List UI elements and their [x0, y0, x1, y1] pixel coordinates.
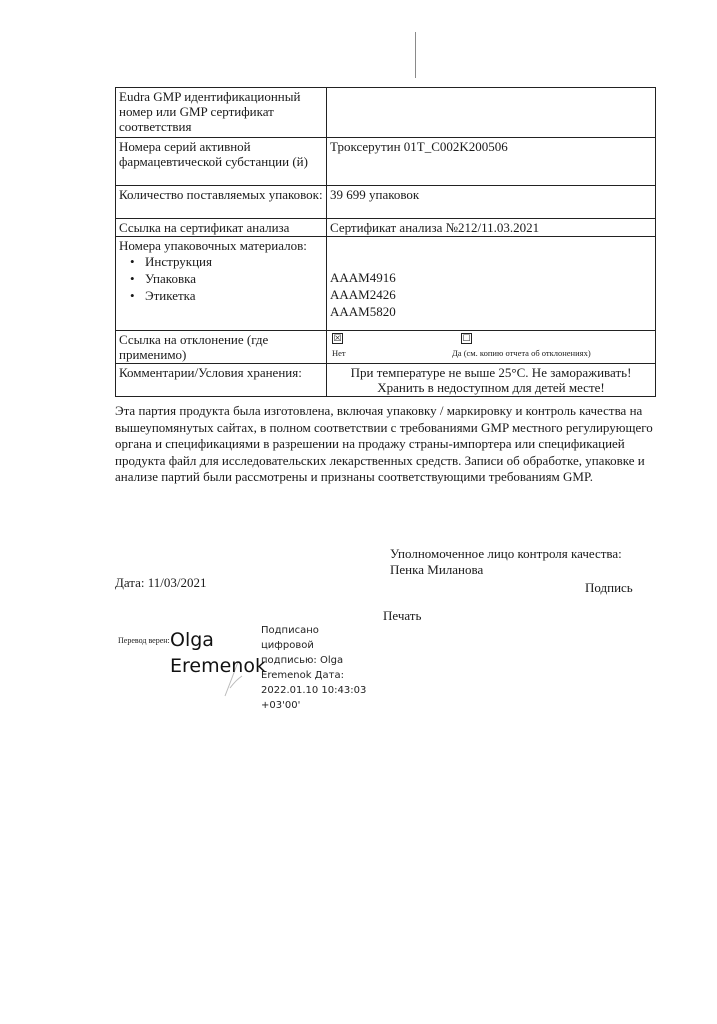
- material-code: AAAM2426: [330, 287, 396, 302]
- row-label: Номера серий активной фармацевтической субстанции (й): [116, 138, 327, 186]
- row-value: Сертификат анализа №212/11.03.2021: [327, 219, 656, 237]
- document-date: Дата: 11/03/2021: [115, 575, 207, 590]
- row-label: Количество поставляемых упаковок:: [116, 186, 327, 219]
- digital-signature-name: Olga Eremenok: [170, 629, 266, 677]
- row-label: Eudra GMP идентификационный номер или GMP сертификат соответствия: [116, 88, 327, 138]
- row-label: Ссылка на сертификат анализа: [116, 219, 327, 237]
- yes-checkbox[interactable]: ☐: [462, 333, 471, 343]
- materials-label-cell: [116, 237, 327, 331]
- qualified-person-role: Уполномоченное лицо контроля качества:: [390, 546, 622, 561]
- comments-label: Комментарии/Условия хранения:: [116, 364, 327, 397]
- list-item: • Этикетка: [119, 288, 323, 305]
- materials-list: [119, 254, 323, 305]
- table-row: [116, 219, 656, 237]
- table-row: [116, 186, 656, 219]
- no-checkbox[interactable]: ☒: [333, 333, 342, 343]
- scan-line-mark: [415, 32, 416, 78]
- yes-option-label: Да (см. копию отчета об отклонениях): [452, 348, 591, 358]
- batch-release-statement: Эта партия продукта была изготовлена, включая упаковку / маркировку и контроль качества на вышеупомянутых сайтах, в полном соответствии с требованиями GMP местного регулирующего органа и спецификациями в разрешении на продажу страны-импортера или спецификацией продукта файл для исследовательских лекарственных средств. Записи об обработке, упаковке и анализе партий были рассмотрены и признаны соответствующими требованиям GMP.: [115, 403, 653, 484]
- comments-value: При температуре не выше 25°C. Не замораживать! Хранить в недоступном для детей месте!: [327, 364, 656, 397]
- qualified-person-name: Пенка Миланова: [390, 562, 484, 577]
- row-value: 39 699 упаковок: [327, 186, 656, 219]
- material-code: AAAM5820: [330, 304, 396, 319]
- product-specification-table: [115, 87, 656, 397]
- materials-label: Номера упаковочных материалов:: [119, 238, 307, 253]
- list-item: • Инструкция: [119, 254, 323, 271]
- translator-label: Перевод верен:: [118, 636, 170, 645]
- list-item: • Упаковка: [119, 271, 323, 288]
- table-row: [116, 88, 656, 138]
- signature-label: Подпись: [585, 580, 633, 595]
- table-row: [116, 138, 656, 186]
- materials-row: [116, 237, 656, 331]
- digital-signature-details: Подписано цифровой подписью: Olga Eremenok Дата: 2022.01.10 10:43:03 +03'00': [261, 625, 367, 711]
- row-value: [327, 88, 656, 138]
- deviation-options: [327, 331, 656, 364]
- comments-row: [116, 364, 656, 397]
- deviation-label: Ссылка на отклонение (где применимо): [116, 331, 327, 364]
- material-code: AAAM4916: [330, 270, 396, 285]
- deviation-row: [116, 331, 656, 364]
- materials-codes-cell: [327, 237, 656, 331]
- row-value: Троксерутин 01T_C002K200506: [327, 138, 656, 186]
- no-option-label: Нет: [332, 348, 346, 358]
- stamp-label: Печать: [383, 608, 422, 623]
